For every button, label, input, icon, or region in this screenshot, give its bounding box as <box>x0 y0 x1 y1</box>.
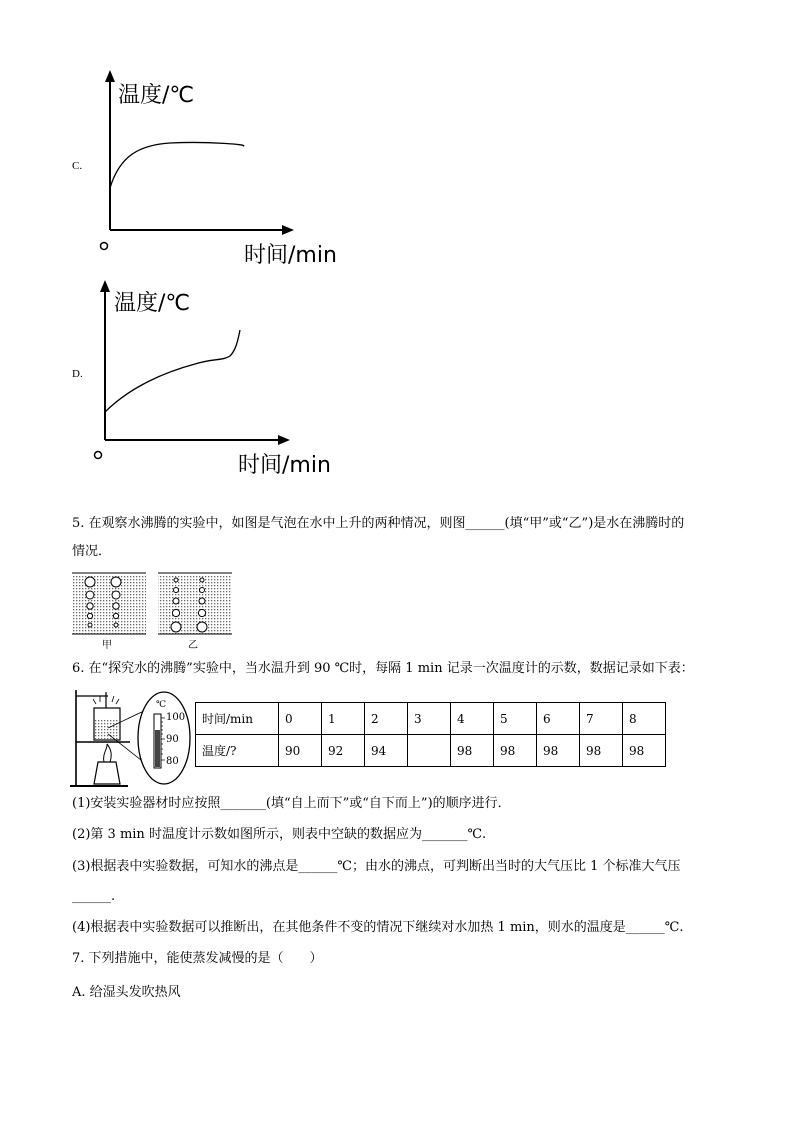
table-cell: 8 <box>623 703 666 735</box>
table-header-time: 时间/min <box>196 703 279 735</box>
graph-c-origin-mark <box>101 243 108 250</box>
bubble-jia-water <box>72 576 146 634</box>
q6-sub1: (1)安装实验器材时应按照_______(填“自上而下”或“自下而上”)的顺序进行． <box>72 796 511 811</box>
table-cell: 92 <box>322 735 365 767</box>
graph-d-y-arrow <box>100 280 110 292</box>
table-cell: 4 <box>451 703 494 735</box>
table-cell: 98 <box>580 735 623 767</box>
table-cell: 98 <box>451 735 494 767</box>
bubble-label-yi: 乙 <box>188 640 198 651</box>
graph-d-y-label: 温度/℃ <box>114 291 191 316</box>
graph-c-curve <box>110 142 244 188</box>
graph-d-origin-mark <box>95 452 102 459</box>
graph-c-y-arrow <box>105 70 115 82</box>
thermometer-tick-80: 80 <box>166 756 179 767</box>
table-cell: 3 <box>408 703 451 735</box>
graph-c-x-label: 时间/min <box>244 243 337 268</box>
graph-d <box>60 272 360 482</box>
boiling-apparatus <box>68 684 192 792</box>
graph-c-option-label: C. <box>72 160 83 172</box>
thermometer-tick-100: 100 <box>166 712 186 723</box>
table-row-temp <box>196 735 666 767</box>
bubble-yi-water <box>158 576 232 634</box>
table-cell: 98 <box>537 735 580 767</box>
q6-sub4: (4)根据表中实验数据可以推断出，在其他条件不变的情况下继续对水加热 1 min，则水的温度是______℃. <box>72 920 684 935</box>
temperature-table <box>195 702 666 767</box>
table-cell: 5 <box>494 703 537 735</box>
graph-d-x-arrow <box>278 435 290 445</box>
q7-option-a[interactable]: A. 给湿头发吹热风 <box>72 985 181 1000</box>
bubble-figure-svg <box>70 570 240 654</box>
thermometer-unit: ℃ <box>156 700 167 710</box>
q6-sub2: (2)第 3 min 时温度计示数如图所示，则表中空缺的数据应为_______℃. <box>72 827 487 842</box>
table-row-time <box>196 703 666 735</box>
table-cell-blank <box>408 735 451 767</box>
q6-intro: 6. 在“探究水的沸腾”实验中，当水温升到 90 ℃时，每隔 1 min 记录一次温度计的示数，数据记录如下表： <box>72 661 694 676</box>
table-header-temp: 温度/? <box>196 735 279 767</box>
table-cell: 90 <box>279 735 322 767</box>
bubble-label-jia: 甲 <box>102 640 112 651</box>
q6-sub3-line1: (3)根据表中实验数据，可知水的沸点是______℃；由水的沸点，可判断出当时的大气压比 1 个标准大气压 <box>72 859 681 874</box>
q6-sub3-line2: ______. <box>72 889 116 904</box>
graph-c <box>60 60 360 270</box>
table-cell: 7 <box>580 703 623 735</box>
graph-d-x-label: 时间/min <box>238 453 331 478</box>
table-cell: 1 <box>322 703 365 735</box>
table-cell: 6 <box>537 703 580 735</box>
graph-c-y-label: 温度/℃ <box>118 83 195 108</box>
table-cell: 94 <box>365 735 408 767</box>
table-cell: 98 <box>494 735 537 767</box>
bubble-figure <box>70 570 240 654</box>
graph-d-curve <box>105 330 240 412</box>
graph-d-option-label: D. <box>72 368 83 380</box>
table-cell: 98 <box>623 735 666 767</box>
table-cell: 2 <box>365 703 408 735</box>
q5-line1: 5. 在观察水沸腾的实验中，如图是气泡在水中上升的两种情况，则图______(填“甲”或“乙”)是水在沸腾时的 <box>72 516 685 531</box>
q7-stem: 7. 下列措施中，能使蒸发减慢的是（ ） <box>72 951 323 966</box>
q5-line2: 情况． <box>72 544 112 559</box>
table-cell: 0 <box>279 703 322 735</box>
graph-c-x-arrow <box>282 225 294 235</box>
thermometer-tick-90: 90 <box>166 734 179 745</box>
